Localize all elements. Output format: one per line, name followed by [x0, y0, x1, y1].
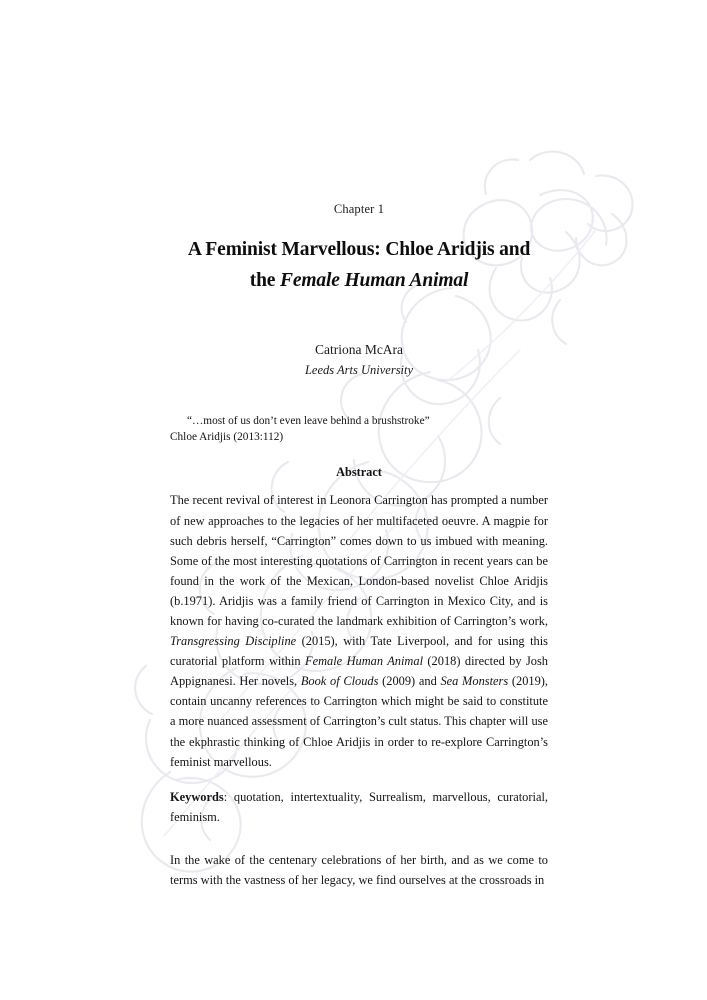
- keywords-paragraph: [170, 787, 548, 827]
- opening-body-paragraph: In the wake of the centenary celebrations of her birth, and as we come to terms with the vastness of her legacy, we find ourselves at the crossroads in: [170, 852, 548, 888]
- abstract-heading: Abstract: [336, 465, 382, 480]
- abstract-segment-2: (2015), with Tate Liverpool, and for using this curatorial platform within: [170, 634, 548, 669]
- abstract-segment-4: (2018) directed by Josh Appignanesi. Her novels,: [170, 654, 548, 689]
- abstract-segment-7: Sea Monsters: [440, 674, 509, 689]
- title-line-2-prefix: the: [249, 269, 281, 291]
- author-block: [170, 341, 548, 379]
- abstract-segment-5: Book of Clouds: [300, 674, 379, 689]
- chapter-label: Chapter 1: [333, 202, 385, 216]
- abstract-segment-0: The recent revival of interest in Leonora Carrington has prompted a number of new approaches to the legacies of her multifaceted oeuvre. A magpie for such debris herself, “Carrington” comes down to us imbued with meaning. Some of the most interesting quotations of Carrington in recent years can be found in the work of the Mexican, London-based novelist Chloe Aridjis (b.1971). Aridjis was a family friend of Carrington in Mexico City, and is known for having co-curated the landmark exhibition of Carrington’s work,: [170, 493, 548, 628]
- epigraph-source: Chloe Aridjis (2013:112): [170, 431, 284, 444]
- author-affiliation: Leeds Arts University: [304, 362, 414, 377]
- keywords-list: quotation, intertextuality, Surrealism, marvellous, curatorial, feminism.: [170, 789, 548, 824]
- abstract-segment-8: (2019), contain uncanny references to Carrington which might be said to constitute a more nuanced assessment of Carrington’s cult status. This chapter will use the ekphrastic thinking of Chloe Aridjis in order to re-explore Carrington’s feminist marvellous.: [170, 674, 549, 769]
- author-name: Catriona McAra: [314, 341, 404, 357]
- abstract-segment-3: Female Human Animal: [305, 654, 424, 669]
- abstract-segment-1: Transgressing Discipline: [170, 634, 297, 649]
- document-content: [170, 202, 548, 890]
- keywords-label: Keywords: [170, 789, 224, 804]
- epigraph-quote: “…most of us don’t even leave behind a brushstroke”: [187, 414, 430, 427]
- epigraph-block: [170, 413, 548, 446]
- abstract-segment-6: (2009) and: [378, 674, 441, 689]
- abstract-paragraph: [170, 490, 548, 771]
- page-title: [170, 235, 548, 297]
- title-line-1: A Feminist Marvellous: Chloe Aridjis and: [187, 239, 531, 260]
- title-line-2-italic: Female Human Animal: [280, 269, 469, 291]
- keywords-separator: :: [223, 789, 234, 804]
